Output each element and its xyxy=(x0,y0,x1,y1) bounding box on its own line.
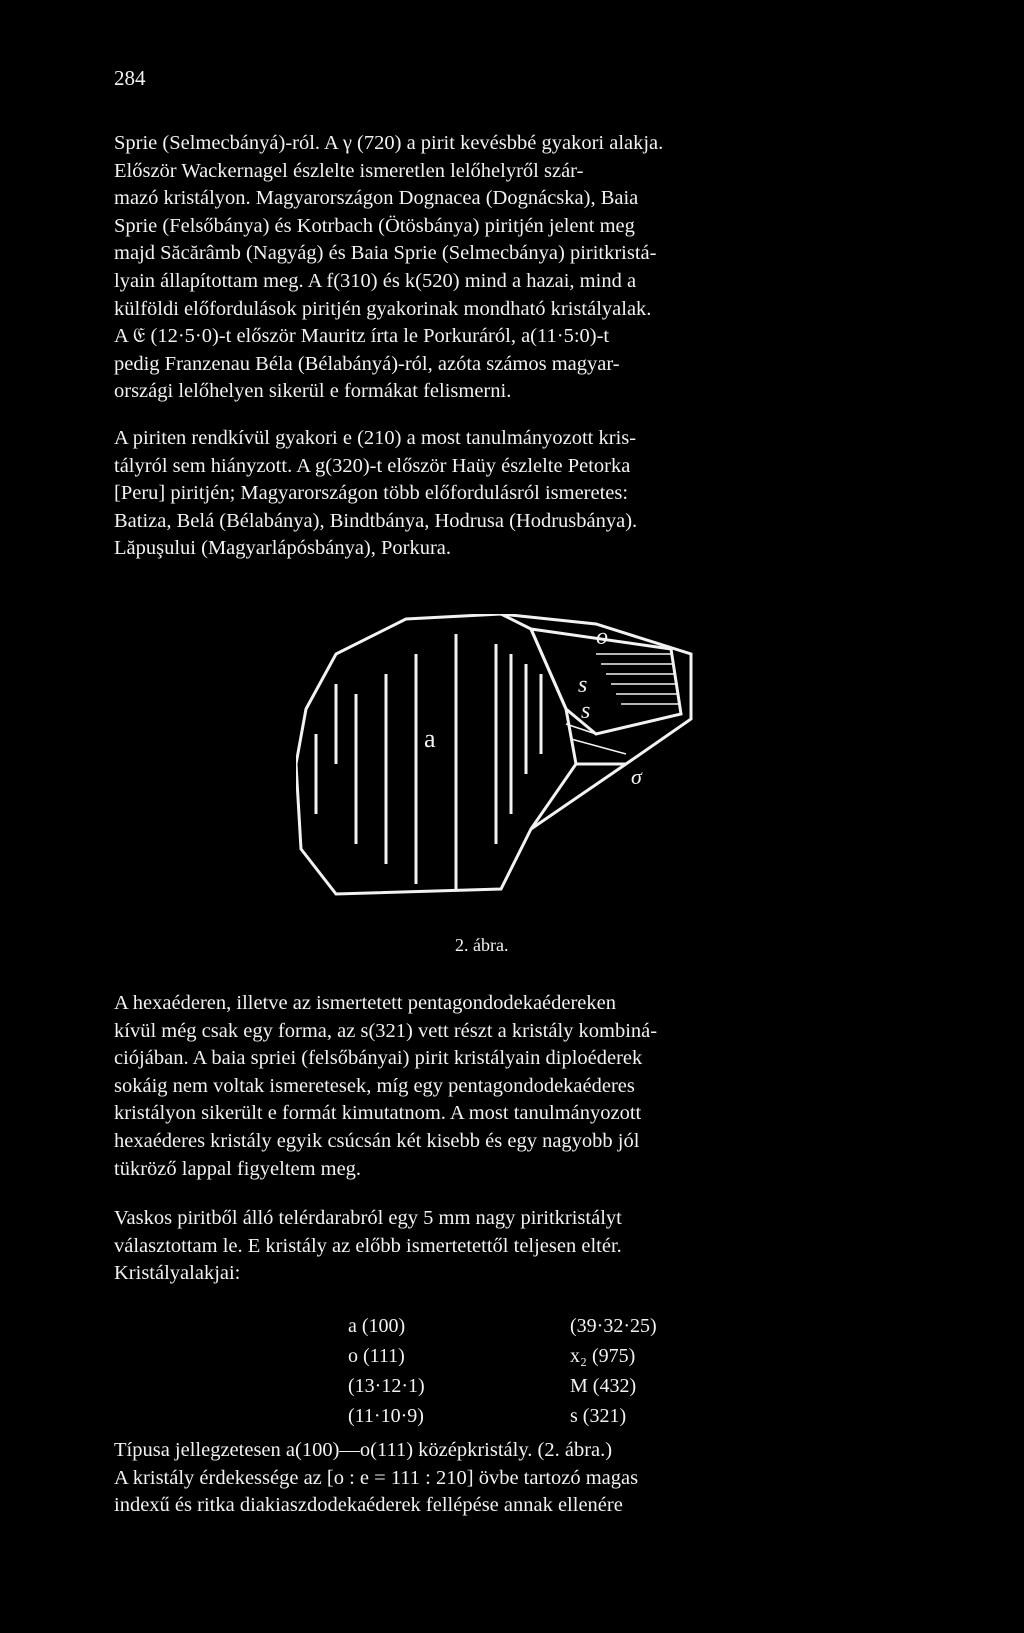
text-line: [Peru] piritjén; Magyarországon több előfordulásról ismeretes: xyxy=(114,482,629,505)
crystal-forms-table xyxy=(348,1311,657,1431)
text-line: ciójában. A baia spriei (felsőbányai) pirit kristályain diploéderek xyxy=(114,1047,643,1070)
text-line: Sprie (Selmecbányá)-ról. A γ (720) a pirit kevésbbé gyakori alakja. xyxy=(114,132,664,154)
table-cell: a (100) xyxy=(348,1314,406,1337)
table-row xyxy=(348,1371,657,1401)
text-line: A 𝔈 (12·5·0)-t először Mauritz írta le Porkuráról, a(11·5:0)-t xyxy=(114,325,610,348)
text-line: Sprie (Felsőbánya) és Kotrbach (Ötösbánya) piritjén jelent meg xyxy=(114,214,635,237)
text-line: indexű és ritka diakiaszdodekaéderek fellépése annak ellenére xyxy=(114,1494,623,1517)
table-cell: s (321) xyxy=(570,1404,627,1427)
crystal-figure xyxy=(296,614,736,924)
face-label-s: s xyxy=(578,672,588,698)
text-line: tükröző lappal figyeltem meg. xyxy=(114,1157,362,1180)
text-line: külföldi előfordulások piritjén gyakorinak mondható kristályalak. xyxy=(114,297,652,320)
text-line: kristályon sikerült e formát kimutatnom. A most tanulmányozott xyxy=(114,1102,642,1125)
text-line: választottam le. E kristály az előbb ismertetettől teljesen eltér. xyxy=(114,1234,622,1257)
face-label-a: a xyxy=(424,724,436,753)
table-cell: M (432) xyxy=(570,1374,637,1397)
text-line: sokáig nem voltak ismeretesek, míg egy pentagondodekaéderes xyxy=(114,1074,635,1097)
face-label-s: s xyxy=(581,698,591,724)
text-line: Először Wackernagel észlelte ismeretlen lelőhelyről szár- xyxy=(114,159,584,182)
text-line: A piriten rendkívül gyakori e (210) a most tanulmányozott kris- xyxy=(114,427,637,449)
text-line: kívül még csak egy forma, az s(321) vett részt a kristály kombiná- xyxy=(114,1019,658,1042)
text-line: Batiza, Belá (Bélabánya), Bindtbánya, Hodrusa (Hodrusbánya). xyxy=(114,509,638,532)
text-line: A kristály érdekessége az [o : e = 111 : 210] övbe tartozó magas xyxy=(114,1466,639,1489)
table-row xyxy=(348,1341,657,1371)
paragraph-2 xyxy=(114,425,916,563)
table-cell: (39·32·25) xyxy=(570,1314,657,1337)
table-cell: (11·10·9) xyxy=(348,1404,424,1427)
face-label-sigma: σ xyxy=(631,764,642,789)
text-line: lyain állapítottam meg. A f(310) és k(520) mind a hazai, mind a xyxy=(114,269,637,292)
table-cell: o (111) xyxy=(348,1344,405,1367)
text-line: tályról sem hiányzott. A g(320)-t először Haüy észlelte Petorka xyxy=(114,454,631,477)
page-number: 284 xyxy=(114,66,146,90)
table-row xyxy=(348,1401,657,1431)
text-line: Típusa jellegzetesen a(100)—o(111) középkristály. (2. ábra.) xyxy=(114,1439,613,1461)
text-line: hexaéderes kristály egyik csúcsán két kisebb és egy nagyobb jól xyxy=(114,1129,640,1152)
table-row xyxy=(348,1311,657,1341)
table-cell: (13·12·1) xyxy=(348,1374,425,1397)
text-line: mazó kristályon. Magyarországon Dognacea (Dognácska), Baia xyxy=(114,187,639,210)
text-line: majd Săcărâmb (Nagyág) és Baia Sprie (Selmecbánya) piritkristá- xyxy=(114,242,657,265)
crystal-drawing xyxy=(296,614,736,924)
text-line: Vaskos piritből álló telérdarabról egy 5 mm nagy piritkristályt xyxy=(114,1207,622,1229)
face-label-o: o xyxy=(596,624,608,650)
paragraph-3 xyxy=(114,990,916,1183)
paragraph-5 xyxy=(114,1437,916,1520)
table-cell: x₂ (975) xyxy=(570,1344,636,1367)
text-line: Kristályalakjai: xyxy=(114,1262,241,1285)
figure-caption: 2. ábra. xyxy=(455,935,509,955)
text-line: Lăpuşului (Magyarlápósbánya), Porkura. xyxy=(114,537,452,560)
text-line: A hexaéderen, illetve az ismertetett pentagondodekaédereken xyxy=(114,992,617,1014)
paragraph-4 xyxy=(114,1205,916,1288)
text-line: országi lelőhelyen sikerül e formákat felismerni. xyxy=(114,380,512,403)
text-line: pedig Franzenau Béla (Bélabányá)-ról, azóta számos magyar- xyxy=(114,352,620,375)
paragraph-1 xyxy=(114,130,916,406)
